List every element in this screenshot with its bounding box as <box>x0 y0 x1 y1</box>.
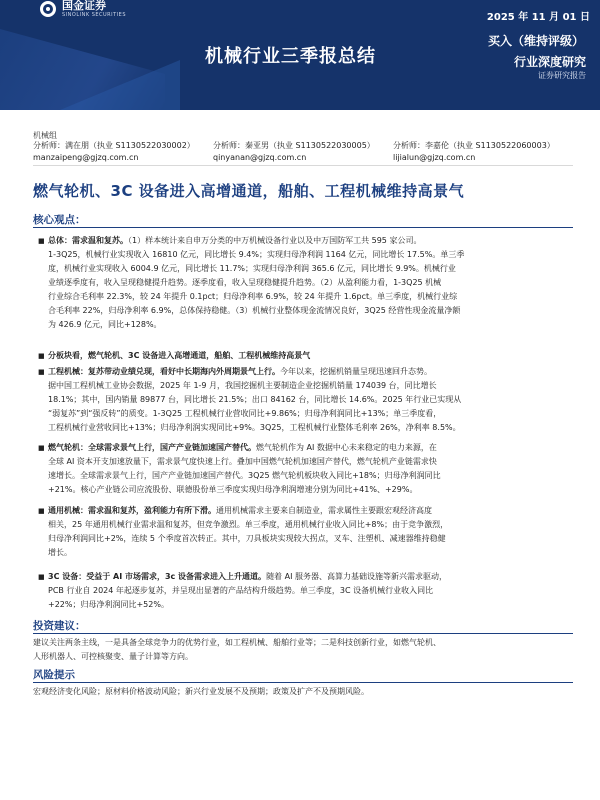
paragraph-line: 随着 AI 服务器、高算力基础设施等新兴需求驱动， <box>266 572 447 581</box>
paragraph-line: （1）样本统计来自申万分类的中万机械设备行业以及中万国防军工共 595 家公司。 <box>128 236 422 245</box>
paragraph-lead: 工程机械：复苏带动业绩兑现，看好中长期海内外周期景气上行。 <box>48 367 280 376</box>
paragraph-line: +21%。核心产业链公司应流股份、联德股份单三季度实现归母净利润增速分别为同比+41%、+29%。 <box>48 485 418 494</box>
analyst-email[interactable]: qinyanan@gjzq.com.cn <box>213 153 307 162</box>
analyst-item <box>393 140 573 162</box>
paragraph-general-machinery <box>48 504 576 560</box>
bullet-marker: ■ <box>38 368 45 376</box>
paragraph-overall <box>48 234 576 332</box>
analyst-email[interactable]: manzaipeng@gjzq.com.cn <box>33 153 139 162</box>
paragraph-3c-equipment <box>48 570 576 612</box>
paragraph-line: +22%；归母净利润同比+52%。 <box>48 600 169 609</box>
paragraph-lead: 通用机械：需求温和复苏，盈利能力有所下滑。 <box>48 506 216 515</box>
paragraph-line: 业绩逐季度有，收入呈现稳健提升趋势。逐季度看，收入呈现稳健提升趋势。（2）从盈利能力看，1-3Q25 机械 <box>48 278 442 287</box>
paragraph-line: 工程机械行业营收同比+13%；归母净利润实现同比+9%。3Q25，工程机械行业整体毛利率 26%，净利率 8.5%。 <box>48 423 461 432</box>
analyst-name: 分析师：满在朋（执业 S1130522030002） <box>33 141 195 150</box>
logo-name: 国金证券 <box>62 0 106 12</box>
paragraph-gas-turbine <box>48 441 576 497</box>
divider <box>33 165 573 166</box>
paragraph-line: 建议关注两条主线，一是具备全球竞争力的优势行业，如工程机械、船舶行业等；二是科技创新行业，如燃气轮机、 <box>33 638 441 647</box>
rating-label: 买入（维持评级） <box>487 34 584 48</box>
paragraph-lead: 分板块看，燃气轮机、3C 设备进入高增通道，船舶、工程机械维持高景气 <box>48 351 311 360</box>
logo-subtitle: SINOLINK SECURITIES <box>62 12 126 18</box>
document-type: 证券研究报告 <box>538 71 586 80</box>
paragraph-line: 速增长。全球需求景气上行，国产产业链加速国产替代。3Q25 燃气轮机板块收入同比+18%；归母净利润同比 <box>48 471 441 480</box>
section-risk-heading: 风险提示 <box>33 669 75 681</box>
paragraph-line: 行业综合毛利率 22.3%，较 24 年提升 0.1pct；归母净利率 6.9%，较 24 年提升 1.6pct。单三季度，机械行业综 <box>48 292 458 301</box>
paragraph-line: 合毛利率 22%，归母净利率 6.9%，总体保持稳健。（3）机械行业整体现金流情况良好，3Q25 经营性现金流量净额 <box>48 306 461 315</box>
section-rule <box>33 227 573 228</box>
main-title: 燃气轮机、3C 设备进入高增通道，船舶、工程机械维持高景气 <box>33 182 465 200</box>
paragraph-line: 1-3Q25，机械行业实现收入 16810 亿元，同比增长 9.4%；实现归母净利润 1164 亿元，同比增长 17.5%。单三季 <box>48 250 465 259</box>
logo-icon <box>40 1 56 17</box>
company-logo <box>40 0 126 18</box>
section-invest-heading: 投资建议： <box>33 620 86 632</box>
analyst-item <box>33 140 213 162</box>
paragraph-line: “弱复苏”到“强反转”的质变。1-3Q25 工程机械行业营收同比+9.86%；归母净利润同比+13%；单三季度看， <box>48 409 442 418</box>
paragraph-lead: 总体：需求温和复苏。 <box>48 236 128 245</box>
bullet-marker: ■ <box>38 573 45 581</box>
paragraph-line: 18.1%；其中，国内销量 89877 台，同比增长 21.5%；出口 84162 台，同比增长 14.6%。2025 年行业已实现从 <box>48 395 462 404</box>
analyst-name: 分析师：秦亚男（执业 S1130522030005） <box>213 141 375 150</box>
analyst-item <box>213 140 393 162</box>
report-category: 行业深度研究 <box>513 55 586 69</box>
paragraph-line: 为 426.9 亿元，同比+128%。 <box>48 320 162 329</box>
bullet-marker: ■ <box>38 237 45 245</box>
bullet-marker: ■ <box>38 352 45 360</box>
report-date: 2025 年 11 月 01 日 <box>486 12 590 23</box>
analyst-list <box>33 140 573 162</box>
bullet-marker: ■ <box>38 444 45 452</box>
report-header <box>0 0 600 110</box>
analyst-email[interactable]: lijialun@gjzq.com.cn <box>393 153 476 162</box>
paragraph-lead: 3C 设备：受益于 AI 市场需求，3c 设备需求进入上升通道。 <box>48 572 267 581</box>
analyst-name: 分析师：李嘉伦（执业 S1130522060003） <box>393 141 555 150</box>
paragraph-line: 今年以来，挖掘机销量呈现迅速回升态势。 <box>280 367 432 376</box>
paragraph-construction-machinery <box>48 365 576 435</box>
group-label: 机械组 <box>33 131 57 140</box>
paragraph-line: 据中国工程机械工业协会数据，2025 年 1-9 月，我国挖掘机主要制造企业挖掘机销量 174039 台，同比增长 <box>48 381 437 390</box>
section-rule <box>33 633 573 634</box>
paragraph-line: 全球 AI 资本开支加速放量下，需求景气度快速上行。叠加中国燃气轮机加速国产替代，燃气轮机产业链需求快 <box>48 457 437 466</box>
paragraph-lead: 燃气轮机：全球需求景气上行，国产产业链加速国产替代。 <box>48 443 256 452</box>
paragraph-line: 相关，25 年通用机械行业需求温和复苏，但竞争激烈。单三季度，通用机械行业收入同比+8%；由于竞争激烈， <box>48 520 449 529</box>
section-rule <box>33 682 573 683</box>
paragraph-sectors <box>48 349 576 363</box>
invest-text <box>33 636 578 664</box>
paragraph-line: PCB 行业自 2024 年起逐步复苏，并呈现出显著的产品结构升级趋势。单三季度，3C 设备机械行业收入同比 <box>48 586 434 595</box>
risk-text: 宏观经济变化风险；原材料价格波动风险；新兴行业发展不及预期；政策及扩产不及预期风险。 <box>33 687 369 696</box>
paragraph-line: 人形机器人、可控核聚变、量子计算等方向。 <box>33 652 193 661</box>
paragraph-line: 增长。 <box>48 548 72 557</box>
report-title: 机械行业三季报总结 <box>205 46 376 67</box>
section-core-heading: 核心观点： <box>33 214 86 226</box>
paragraph-line: 度，机械行业实现收入 6004.9 亿元，同比增长 11.7%；实现归母净利润 365.6 亿元，同比增长 9.9%。机械行业 <box>48 264 456 273</box>
bullet-marker: ■ <box>38 507 45 515</box>
paragraph-line: 通用机械需求主要来自制造业，需求属性主要跟宏观经济高度 <box>216 506 432 515</box>
paragraph-line: 燃气轮机作为 AI 数据中心未来稳定的电力来源，在 <box>256 443 437 452</box>
paragraph-line: 归母净利润同比+2%，连续 5 个季度首次转正。其中，刀具板块实现较大拐点，叉车、注塑机、减速器维持稳健 <box>48 534 446 543</box>
